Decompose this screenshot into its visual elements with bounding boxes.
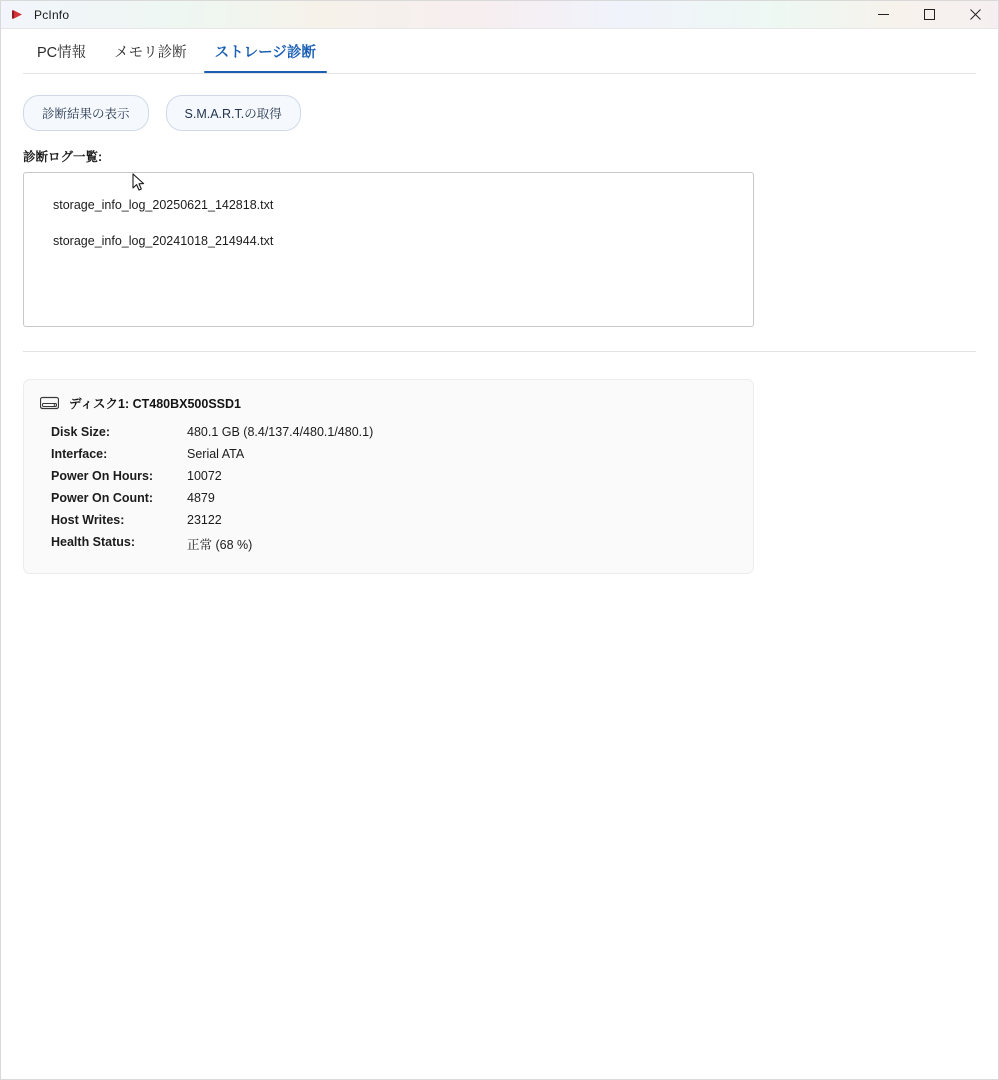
hard-disk-icon (40, 396, 59, 410)
minimize-button[interactable] (860, 1, 906, 28)
row-key: Health Status: (51, 535, 136, 549)
show-results-button[interactable]: 診断結果の表示 (23, 95, 149, 131)
row-value: 10072 (187, 469, 222, 483)
table-row (40, 509, 373, 531)
maximize-button[interactable] (906, 1, 952, 28)
tab-memory-diagnostics[interactable]: メモリ診断 (114, 45, 187, 61)
row-key: Power On Hours: (51, 469, 154, 483)
row-key: Interface: (51, 447, 108, 461)
log-list-label: 診断ログ一覧: (23, 150, 103, 164)
row-key: Disk Size: (51, 425, 111, 439)
tab-pc-info[interactable]: PC情報 (37, 45, 87, 61)
window-title: PcInfo (34, 7, 70, 22)
table-row (40, 465, 373, 487)
section-divider (23, 351, 976, 352)
disk-info-card (23, 379, 754, 574)
row-value: 23122 (187, 513, 222, 527)
disk-properties-table (40, 421, 373, 557)
tab-storage-diagnostics[interactable]: ストレージ診断 (201, 41, 330, 73)
get-smart-button[interactable]: S.M.A.R.T.の取得 (166, 95, 301, 131)
title-bar (1, 1, 998, 29)
list-item[interactable]: storage_info_log_20250621_142818.txt (53, 198, 274, 212)
app-icon (10, 7, 26, 23)
table-row (40, 421, 373, 443)
log-list[interactable] (23, 172, 754, 327)
table-row (40, 443, 373, 465)
row-value: 正常 (68 %) (187, 538, 253, 552)
row-value: 4879 (187, 491, 215, 505)
disk-card-header (40, 394, 737, 412)
close-button[interactable] (952, 1, 998, 28)
list-item[interactable]: storage_info_log_20241018_214944.txt (53, 234, 274, 248)
action-button-row (23, 95, 976, 131)
row-key: Power On Count: (51, 491, 154, 505)
row-key: Host Writes: (51, 513, 125, 527)
tab-separator (23, 73, 976, 74)
tab-bar (23, 29, 976, 73)
table-row (40, 487, 373, 509)
main-content (1, 29, 998, 1079)
window-controls (860, 1, 998, 28)
disk-title: ディスク1: CT480BX500SSD1 (69, 397, 241, 411)
table-row (40, 531, 373, 557)
row-value: 480.1 GB (8.4/137.4/480.1/480.1) (187, 425, 374, 439)
row-value: Serial ATA (187, 447, 245, 461)
